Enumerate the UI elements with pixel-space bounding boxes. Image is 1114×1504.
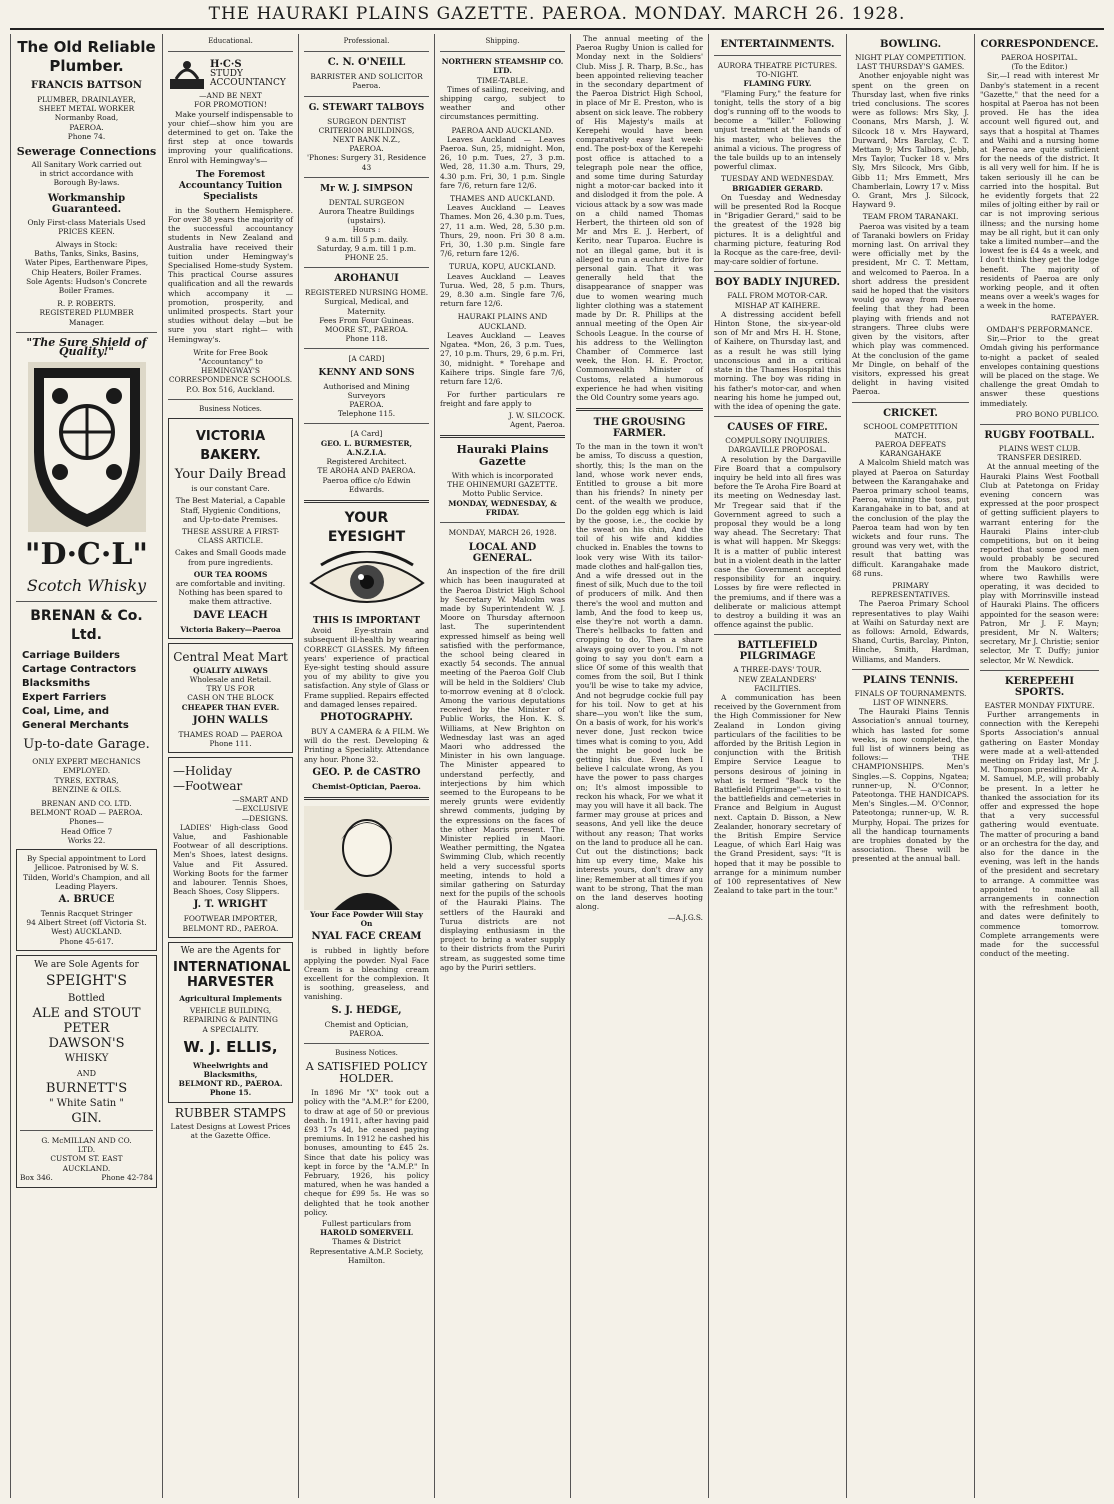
route-title: HAURAKI PLAINS AND AUCKLAND. [457, 312, 548, 331]
ent-heading: ENTERTAINMENTS. [720, 39, 835, 50]
speight-item: AND [76, 1068, 97, 1078]
talboys-name: G. STEWART TALBOYS [308, 102, 425, 113]
policy-title: A SATISFIED POLICY HOLDER. [305, 1060, 428, 1086]
eyesight-body: Avoid Eye-strain and subsequent ill-health by wearing CORRECT GLASSES. My fifteen years' experience of practical Eye-sight testing should assure you of my ability to give you satisfaction. Any style of Glass or Frame supplied. Repairs effected and damaged lenses repaired. [304, 626, 429, 709]
hcs-lamp-icon [168, 57, 206, 91]
fire-sub: DARGAVILLE PROPOSAL. [728, 445, 827, 455]
corr-body: Sir,—I read with interest Mr Danby's statement in a recent "Gazette," that the need for a hospital at Paeroa has not been proved. He has the idea account well figured out, and says that a hospital at Thames and Waihi and a nursing home at Paeroa are quite sufficient for the needs of the district. It is all very well for him. If he is taken seriously ill he can be carried into the hospital. But he evidently forgets that 22 miles of jolting either by rail or car is not improving serious illness; and the nursing home may be all right, but it can only take a limited number—and the lowest fee is £4 4s a week, and I don't think they get the lodge benefit. The majority of residents of Paeroa are only working people, and it often means over a week's wages for a week in the home. [980, 71, 1099, 311]
aurora-heading: AURORA THEATRE PICTURES. [717, 61, 838, 70]
lady-portrait-icon [304, 806, 430, 910]
kerepehi-sub: EASTER MONDAY FIXTURE. [984, 700, 1095, 710]
bakery-title: VICTORIA BAKERY. [195, 429, 266, 464]
oneill-line: BARRISTER AND SOLICITOR [310, 72, 423, 82]
rp-manager: Manager. [68, 317, 105, 327]
local-heading: LOCAL AND GENERAL. [468, 542, 537, 565]
agents-intro: We are the Agents for [180, 945, 281, 956]
talboys-line: SURGEON DENTIST [327, 116, 406, 126]
footwear-line: —EXCLUSIVE [234, 804, 288, 814]
route-body: Leaves Auckland — Leaves Turua. Wed, 28, 5 p.m. Thurs, 29, 8.30 a.m. Single fare 7/6, return fare 12/6. [440, 271, 565, 309]
column-educational-business [162, 34, 298, 1498]
stock-line: Water Pipes, Earthenware Pipes, [24, 258, 149, 268]
bowling-heading: BOWLING. [879, 39, 942, 50]
route-body: Leaves Auckland — Leaves Ngatea. *Mon, 26, 3 p.m. Tues, 27, 10 p.m. Thurs, 29, 6 p.m. Fri, 30, midnight. * Torehape and Kaihere trips. Single fare 7/6, return fare 12/6. [440, 330, 565, 386]
speight-item: Bottled [68, 992, 105, 1004]
section-header: Professional. [343, 37, 390, 45]
rugby-sub: PLAINS WEST CLUB. [998, 443, 1081, 453]
shipping-company: NORTHERN STEAMSHIP CO. LTD. [441, 57, 564, 76]
news-body: The annual meeting of the Paeroa Rugby Union is called for Monday next in the Soldiers' Club. Miss J. R. Tharp, B.Sc., has been appointed relieving teacher in the secondary department of the Paeroa District High School, in place of Mr E. Preston, who is absent on sick leave. The robbery of His Majesty's mails at Kerepehi would have been comparatively easy last week-end. The post-box of the Kerepehi post office is attached to a telegraph pole near the office, and some time during Saturday night a motor-car backed into it and dislodged it from the pole. A vicious attack by a sow was made on a child named Thomas Herbert, the thirteen old son of Mr and Mrs E. J. Herbert, of Kerito, near Tuparoa. Euchre is not an illegal game, but it is alleged to run a euchre drive for personal gain. That it was generally held that the disappearance of snapper was due to women wearing much lighter clothing was a statement made by Dr. R. Phillips at the annual meeting of the Open Air Schools League. In the course of his address to the Wellington Chamber of Commerce last week, the Hon. H. E. Proctor, Commonwealth Minister of Customs, related a humorous experience he had when visiting the Old Country some years ago. [576, 34, 703, 402]
footwear-line: —SMART AND [232, 795, 288, 805]
brenan-footer: Head Office 7 [60, 826, 113, 836]
nyal-title: NYAL FACE CREAM [311, 931, 422, 943]
brenan-footer: BRENAN AND CO. LTD. [41, 799, 132, 809]
burmester-name: GEO. L. BURMESTER, A.N.Z.I.A. [320, 438, 413, 457]
plumber-title: The Old Reliable Plumber. [17, 38, 156, 75]
walls-address: THAMES ROAD — PAEROA [178, 729, 283, 739]
stamps-title: RUBBER STAMPS [174, 1105, 287, 1120]
hcs-address: HEMINGWAY'S [201, 366, 260, 376]
mcmillan-phone: Phone 42-784 [101, 1172, 153, 1182]
meat-title: Central Meat Mart [173, 649, 288, 664]
talboys-line: 'Phones: Surgery 31, Residence 43 [306, 153, 427, 172]
walls-phone: Phone 111. [209, 738, 252, 748]
talboys-line: PAEROA. [349, 144, 384, 154]
ent-body: "Flaming Fury," the feature for tonight, tells the story of a big dog's running off to the woods to become a "killer." Following unjust treatment at the hands of his master, who believes the animal a vicious. The progress of the tale builds up to an intensely powerful climax. [714, 88, 841, 172]
kerepehi-heading: KEREPEEHI SPORTS. [1004, 675, 1075, 698]
column-plumber-ads [10, 34, 162, 1498]
tue-wed: TUESDAY AND WEDNESDAY. [721, 174, 834, 184]
shield-motto: "The Sure Shield of Quality!" [26, 335, 147, 359]
hcs-logo: H·C·S [210, 59, 242, 71]
corr-editor: (To the Editor.) [1011, 62, 1068, 72]
brenan-service: Blacksmiths [22, 678, 91, 690]
tearooms: OUR TEA ROOMS [193, 569, 268, 579]
mcmillan-line: CUSTOM ST. EAST [50, 1154, 123, 1164]
cricket-heading: CRICKET. [883, 407, 938, 419]
arohanui-name: AROHANUI [334, 273, 399, 285]
plumber-line: PLUMBER, DRAINLAYER, [37, 95, 136, 104]
meat-cheaper: CHEAPER THAN EVER. [181, 702, 280, 712]
bruce-line: 94 Albert Street (off Victoria St. [26, 918, 147, 928]
team-heading: TEAM FROM TARANAKI. [862, 212, 959, 222]
cricket-sub: PAEROA DEFEATS KARANGAHAKE [874, 439, 947, 459]
film-title: BRIGADIER GERARD. [732, 183, 823, 193]
plumber-name: FRANCIS BATTSON [31, 80, 142, 91]
speight-item: PETER [63, 1020, 110, 1036]
nyal-body: is rubbed in lightly before applying the powder. Nyal Face Cream is a bleaching cream excellent for the complexion. It is soothing, greaseless, and vanishing. [304, 946, 429, 1002]
grouse-poem: To the man in the town it won't be amiss, To discuss a question, shortly, this; Is the man on the land, whose work never ends, Entitled to grouse a bit more than his friends? In ninety per cent. of the wealth we produce, Do the golden egg which is laid by the goose, i.e., the cockie by the sweat on his chin, And the toil of his wife and kiddies chucked in. Enables the towns to look very wise With its tailor-made clothes and half-gallon ties, And a wife dressed out in the finest of silk, Much due to the toil of producers of milk. And then there's the wool and mutton and lamb, And the food to keep us, else they're not worth a damn. There's hellbacks to fatten and cropping to do, Then a share always going over to you. I'm not going to say you don't earn a slice Of some of this wealth that comes from the soil, But I think you'll be wise to take my advice, And not begrudge cockie full pay for his toil. Now to get at his share—you won't like the sum, On a basis of work, for his work's never done, Just reckon twice times what is coming to you, Add the might be good luck be getting his due. Even then I believe I calculate wrong, As you have the power to pass charges on; It's almost impossible to reckon his whack, For we what it may you will have it all back. The farmer may grouse at prices and seasons, And yell like the deuce without any reason; That works on the land to produce all he can. Cut out the distinctions; back him up every time, Make his interests yours, don't draw any line; Remember at all times if you want to be strong, That the man on the land deserves hooting along. [576, 442, 703, 912]
hcs-study: STUDY [210, 68, 243, 79]
wright-address: BELMONT RD., PAEROA. [182, 923, 279, 933]
plumber-line: Phone 74. [67, 131, 106, 141]
hedge-line: PAEROA. [349, 1028, 384, 1038]
boy-sub: FALL FROM MOTOR-CAR. [727, 291, 828, 301]
burmester-line: Paeroa office c/o Edwin Edwards. [322, 475, 411, 494]
tearooms-body: are comfortable and inviting. Nothing has been spared to make them attractive. [175, 578, 286, 607]
paper-title: Hauraki Plains Gazette [456, 442, 549, 468]
photo-title: PHOTOGRAPHY. [320, 711, 413, 723]
rp-role: REGISTERED PLUMBER [39, 308, 134, 318]
simpson-line: PHONE 25. [344, 253, 389, 263]
vehicle-line: A SPECIALITY. [202, 1024, 259, 1034]
paper-sub: MONDAY, WEDNESDAY, & FRIDAY. [448, 498, 557, 517]
hedge-name: S. J. HEDGE, [331, 1004, 402, 1016]
boy-sub: MISHAP AT KAIHERE. [734, 300, 821, 310]
hcs-address: P.O. Box 516, Auckland. [186, 384, 275, 394]
simpson-line: (upstairs). [347, 216, 386, 226]
rugby-body: At the annual meeting of the Hauraki Plains West Football Club at Patetonga on Friday evening concern was expressed at the poor prospect of getting sufficient players to warrant entering for the Hauraki Plains inter-club competitions, but on it being reported that some good men would probably be secured from the Maukoro district, where two Rawhills were operating, it was decided to play with Morrinsville instead of Hauraki Plains. The officers appointed for the season were: Patron, Mr J. F. Mayn; president, Mr N. Walters; secretary, Mr J. Christie; senior selector, Mr T. Duffy; junior selector, Mr W. Newdick. [980, 462, 1099, 665]
timetable-label: TIME-TABLE. [476, 75, 529, 85]
garage-line: EMPLOYED. [62, 766, 111, 776]
omdah-signature: PRO BONO PUBLICO. [1015, 409, 1099, 419]
sewerage-line: in strict accordance with [39, 169, 134, 179]
tennis-body: The Hauraki Plains Tennis Association's annual tourney, which has lasted for some weeks, is now completed, the full list of winners being as follows:— THE CHAMPIONSHIPS. Men's Singles.—S. Coppins, Ngatea; runner-up, N. O'Connor, Pateotonga. THE HANDICAPS. Men's Singles.—M. O'Connor, Pateotonga; runner-up, W. R. Murphy, Hopai. The prizes for all the handicap tournaments are trophies donated by the association. These will be presented at the annual ball. [852, 707, 969, 864]
brenan-title: BRENAN & Co. Ltd. [30, 608, 143, 644]
paper-sub: THE OHINEMURI GAZETTE. [447, 480, 558, 490]
speight-item: BURNETT'S [45, 1080, 128, 1096]
mcmillan-line: AUCKLAND. [62, 1163, 111, 1173]
brenan-footer: BELMONT ROAD — PAEROA. [30, 808, 143, 818]
brenan-service: Cartage Contractors [22, 664, 137, 676]
ellis-trade: Wheelwrights and Blacksmiths, [193, 1060, 268, 1080]
vehicle-line: REPAIRING & PAINTING [183, 1015, 278, 1025]
ellis-address: BELMONT RD., PAEROA. [178, 1079, 283, 1089]
castro-role: Chemist-Optician, Paeroa. [312, 781, 421, 791]
brenan-service: Carriage Builders [22, 650, 120, 662]
corr-heading: CORRESPONDENCE. [980, 39, 1099, 50]
walls-name: JOHN WALLS [192, 714, 269, 726]
bowling-sub: LAST THURSDAY'S GAMES. [856, 62, 965, 72]
arohanui-line: Phone 118. [345, 334, 388, 344]
column-shipping-local [434, 34, 570, 1498]
simpson-line: 9 a.m. till 5 p.m. daily. [324, 234, 409, 244]
agri: Agricultural Implements [179, 994, 282, 1003]
garage-heading: Up-to-date Garage. [23, 737, 150, 753]
workmanship-title: Workmanship Guaranteed. [47, 192, 126, 215]
cricket-body: A Malcolm Shield match was played at Paeroa on Saturday between the Karangahake and Paeroa primary school teams, Paeroa, winning the toss, put Karangahake in to bat, and at the conclusion of the play the Paeroa team had won by ten wickets and four runs. The ground was very wet, with the result that batting was difficult. Karangahake made 68 runs. [852, 458, 969, 578]
battle-body: A communication has been received by the Government from the High Commissioner for New Zealand in London giving particulars of the facilities to be afforded by the British Legion in conjunction with the British Empire Service League to persons desirous of joining in what is termed "Back to the Battlefield Pilgrimage"—a visit to the battlefields and cemeteries in France and Belgium in August next. Captain D. Bisson, a New Zealander, honorary secretary of the British Empire Service League, of which Earl Haig was the Grand President, says: "It is hoped that it may be possible to arrange for a minimum number of 100 representatives of New Zealand to take part in the tour." [714, 692, 841, 896]
gerard-body: On Tuesday and Wednesday will be presented Rod la Rocque in "Brigadier Gerard," said to be the greatest of the 1928 big pictures. It is a delightful and charming picture, featuring Rod la Rocque as the care-free, devil-may-care soldier of fortune. [714, 192, 841, 267]
card-label: [A CARD] [348, 354, 385, 364]
kenny-name: KENNY AND SONS [318, 367, 415, 378]
tennis-heading: PLAINS TENNIS. [862, 674, 959, 686]
battle-sub: A THREE-DAYS' TOUR. [733, 665, 822, 675]
speight-item: " White Satin " [48, 1097, 125, 1109]
eye-icon [307, 551, 427, 613]
boy-body: A distressing accident befell Hinton Stone, the six-year-old son of Mr and Mrs H. H. Stone, of Kaihere, on Thursday last, and as a result he was still lying unconscious and in a critical state in the Thames Hospital this morning. The boy was riding in his father's motor-car, and when nearing his home he jumped out, with the idea of opening the gate. [714, 309, 841, 411]
meat-quality: QUALITY ALWAYS [193, 665, 268, 675]
meat-wholesale: Wholesale and Retail. [189, 674, 272, 684]
omdah-heading: OMDAH'S PERFORMANCE. [986, 324, 1093, 334]
castro-name: GEO. P. de CASTRO [312, 766, 421, 778]
speight-item: SPEIGHT'S [46, 972, 127, 989]
eyesight-important: THIS IS IMPORTANT [312, 615, 421, 626]
poem-signature: —A.J.G.S. [668, 913, 703, 923]
rp-name: R. P. ROBERTS. [57, 299, 116, 309]
hedge-line: Chemist and Optician, [324, 1019, 409, 1029]
masthead: THE HAURAKI PLAINS GAZETTE. PAEROA. MONDAY. MARCH 26. 1928. [10, 4, 1104, 30]
boy-heading: BOY BADLY INJURED. [715, 277, 840, 289]
leach-bakery: Victoria Bakery—Paeroa [180, 624, 281, 634]
simpson-line: DENTAL SURGEON [328, 197, 405, 207]
hcs-line: FOR PROMOTION! [194, 100, 267, 110]
photo-body: BUY A CAMERA & A FILM. We will do the rest. Developing & Printing a Speciality. Attendance any hour. Phone 32. [304, 726, 429, 764]
bruce-line: Phone 45-617. [59, 936, 114, 946]
hcs-foremost: The Foremost Accountancy Tuition Specialists [178, 169, 283, 202]
assure: THESE ASSURE A FIRST-CLASS ARTICLE. [181, 526, 280, 546]
local-body: An inspection of the fire drill which has been inaugurated at the Paeroa District High School by Secretary W. Malcolm was made by Superintendent W. J. Moore on Thursday afternoon last. The superintendent expressed himself as being well satisfied with the performance, the school being cleared in exactly 54 seconds. The annual meeting of the Paeroa Golf Club will be held in the Soldiers' Club to-morrow evening at 8 o'clock. Among the various deputations received by the Minister of Public Works, the Hon. K. S. Williams, at New Brighton on Wednesday last was an aged Maori who addressed the Minister in his own language. The Minister appeared to understand perfectly, and interjections by him which seemed to the Europeans to be merely grunts were evidently shrewd comments, judging by the expressions on the faces of the other Maoris present. The Minister replied in Maori. Weather permitting, the Ngatea Swimming Club, which recently held a very successful sports meeting, intends to hold a similar gathering on Saturday next for the pupils of the schools of the Hauraki Plains. The settlers of the Hauraki and Turua districts are not displaying enthusiasm in the project to bring a water supply to their districts from the Puriri stream, as suggested some time ago by the Puriri settlers. [440, 567, 565, 972]
speight-item: DAWSON'S [48, 1035, 125, 1051]
kerepehi-body: Further arrangements in connection with the Kerepehi Sports Association's annual gathering on Easter Monday were made at a well-attended meeting on Friday last, Mr J. M. Thompson presiding. Mr A. M. Samuel, M.P., will probably be present. In a letter he thanked the association for its offer and expressed the hope that a very successful gathering would eventuate. The matter of procuring a band or an orchestra for the day, and also for the dance in the evening, was left in the hands of the president and secretary to arrange. A committee was appointed to make all arrangements in connection with the refreshment booth, and dates were definitely to commence tomorrow. Complete arrangements were made for the successful conduct of the meeting. [980, 710, 1099, 959]
grouse-heading: THE GROUSING FARMER. [593, 417, 686, 440]
rugby-sub: TRANSFER DESIRED. [997, 453, 1082, 463]
card-label: [A Card] [350, 429, 383, 439]
simpson-line: Saturday, 9 a.m. till 1 p.m. [316, 243, 417, 253]
wright-name: J. T. WRIGHT [193, 899, 268, 911]
route-body: Leaves Auckland — Leaves Thames. Mon 26, 4.30 p.m. Tues, 27, 11 a.m. Wed, 28, 5.30 p.m. Thurs, 29, noon. Fri 30 8 a.m. Fri, 30, 1.30 p.m. Single fare 7/6, return fare 12/6. [440, 203, 565, 259]
cricket-sub: SCHOOL COMPETITION MATCH. [863, 421, 958, 440]
team-body: Paeroa was visited by a team of Taranaki bowlers on Friday morning last. On arrival they were officially met by the president, Mr C. T. Mettam, and welcomed to Paeroa. In a short address the president said he hoped that the visitors would go away from Paeroa feeling that they had been playing with friends and not strangers. Three clubs were given by the visitors, after which play was commenced. At the conclusion of the game Mr Dingle, on behalf of the visitors, expressed his great delight in having visited Paeroa. [852, 221, 969, 397]
brenan-service: Coal, Lime, and [22, 706, 109, 718]
brenan-footer: Phones— [69, 817, 104, 827]
footwear-line: —DESIGNS. [241, 813, 288, 823]
speight-item: ALE and STOUT [32, 1005, 141, 1021]
kenny-line: Telephone 115. [337, 409, 396, 419]
garage-line: BENZINE & OILS. [51, 784, 122, 794]
speight-item: GIN. [71, 1110, 102, 1126]
battle-sub: NEW ZEALANDERS' FACILITIES. [738, 674, 817, 693]
wright-role: FOOTWEAR IMPORTER, [183, 914, 278, 924]
tennis-sub: LIST OF WINNERS. [872, 698, 949, 707]
primary-heading: PRIMARY REPRESENTATIVES. [870, 580, 950, 600]
hcs-body: Make yourself indispensable to your chief—show him you are determined to get on. Take the first step at once towards improving your qualifications. Enrol with Hemingway's— [168, 109, 293, 165]
meat-try: TRY US FOR [206, 684, 255, 694]
plumber-line: SHEET METAL WORKER [38, 104, 135, 114]
tennis-sub: FINALS OF TOURNAMENTS. [854, 688, 967, 698]
section-header: Business Notices. [335, 1048, 398, 1057]
meat-cash: CASH ON THE BLOCK [187, 693, 274, 703]
speight-intro: We are Sole Agents for [34, 959, 139, 970]
bruce-name: A. BRUCE [58, 893, 115, 905]
hcs-write: Write for Free Book "Accountancy" to [193, 347, 268, 367]
simpson-name: Mr W. J. SIMPSON [320, 183, 413, 194]
arohanui-line: Fees From Four Guineas. [319, 315, 414, 325]
footwear-body: LADIES' High-class Good Value, and Fashionable Footwear of all descriptions. Men's Shoes, latest designs. Value and Fit Assured. Working Boots for the farmer and labourer. Tennis Shoes, Beach Shoes, Cosy Slippers. [173, 822, 288, 897]
garage-line: ONLY EXPERT MECHANICS [32, 757, 141, 767]
agent-name: J. W. SILCOCK. [508, 410, 565, 420]
corr-signature: RATEPAYER. [1050, 312, 1099, 322]
arohanui-line: REGISTERED NURSING HOME. [304, 288, 429, 298]
column-sports [846, 34, 974, 1498]
section-header: Educational. [208, 37, 253, 45]
column-news-poem [570, 34, 708, 1498]
bread-body: The Best Material, a Capable Staff, Hygienic Conditions, and Up-to-date Premises. [175, 496, 286, 524]
rugby-heading: RUGBY FOOTBALL. [984, 429, 1095, 441]
arohanui-line: Surgical, Medical, and Maternity. [324, 297, 409, 316]
footwear: —Footwear [173, 779, 243, 794]
powder-heading: Your Face Powder Will Stay On [310, 909, 423, 929]
section-header: Shipping. [485, 37, 520, 45]
bowling-body: Another enjoyable night was spent on the green on Thursday last, when five rinks tried conclusions. The scores were as follows: Mrs Sky, J. Coonans, Mrs Marsh, J. W. Silcock 18 v. Mrs Hayward, Durward, Mrs Barclay, C. T. Mettam 9; Mrs Talbors, Jebb, Mrs Taylor, Tucker 18 v. Mrs Sly, Mrs Silcock, Mrs Gibb, Gibb 11; Mrs Emmett, Mrs Chamberlain, Lowry 17 v. Miss O. Grant, Mrs J. Silcock, Hayward 9. [852, 71, 969, 210]
policy-more: Fullest particulars from [321, 1219, 412, 1229]
stamps-body: Latest Designs at Lowest Prices at the Gazette Office. [170, 1121, 291, 1140]
further-info: For further particulars re freight and fare apply to [440, 390, 565, 409]
burmester-line: Registered Architect. [326, 457, 407, 467]
stock-line: Always in Stock: [55, 240, 118, 250]
section-header: Business Notices. [199, 404, 262, 413]
paper-sub: Motto Public Service. [462, 489, 543, 499]
column-professional [298, 34, 434, 1498]
fire-body: A resolution by the Dargaville Fire Board that a compulsory inquiry be held into all fires was before the Te Aroha Fire Board at its meeting on Wednesday last. Mr Tregear said that if the Government agreed to such a proposal they would be a long way ahead. The Secretary: That is what will happen. Mr Skeggs: It is a matter of public interest but in a violent death in the latter case the Government accepted responsibility for an inquiry. Losses by fire were reflected in the premiums, and if there was a deliberate or malicious attempt to destroy a building it was an offence against the public. [714, 454, 841, 630]
hcs-accountancy: ACCOUNTANCY [210, 77, 286, 88]
stock-line: Baths, Tanks, Sinks, Basins, [34, 249, 139, 259]
speight-item: WHISKY [64, 1052, 109, 1064]
bread-heading: Your Daily Bread [174, 467, 287, 483]
eyesight-title: YOUR EYESIGHT [327, 509, 406, 545]
simpson-line: Hours : [352, 225, 381, 235]
arohanui-line: MOORE ST., PAEROA. [324, 325, 409, 335]
ellis-phone: Phone 15. [209, 1088, 252, 1098]
paper-sub: With which is incorporated [451, 470, 554, 480]
bruce-line: West) AUCKLAND. [51, 927, 122, 937]
tonight: TO-NIGHT. [756, 70, 799, 80]
simpson-line: Aurora Theatre Buildings [318, 207, 415, 217]
column-correspondence [974, 34, 1104, 1498]
shield-emblem-icon [28, 362, 146, 532]
stock-line: Chip Heaters, Boiler Frames. [31, 267, 142, 277]
plumber-line: PAEROA. [69, 122, 104, 132]
holiday: —Holiday [173, 764, 232, 779]
sewerage-line: Borough By-laws. [53, 178, 120, 188]
cakes: Cakes and Small Goods made from pure ingredients. [174, 548, 287, 567]
burmester-line: TE AROHA AND PAEROA. [317, 466, 416, 476]
route-title: THAMES AND AUCKLAND. [450, 194, 555, 204]
oneill-name: C. N. O'NEILL [327, 57, 406, 69]
route-body: Leaves Auckland — Leaves Paeroa. Sun, 25, midnight. Mon, 26, 10 p.m. Tues, 27, 3 p.m. Wed, 28, 11.30 a.m. Thurs, 29, 4.30 p.m. Fri, 30, 1 p.m. Single fare 7/6, return fare 12/6. [440, 134, 565, 190]
garage-line: TYRES, EXTRAS, [54, 775, 119, 785]
bread-sub: is our constant Care. [191, 484, 270, 494]
brenan-service: Expert Farriers [22, 692, 107, 704]
policy-body: In 1896 Mr "X" took out a policy with the "A.M.P." for £200, to draw at age of 50 or previous death. In 1911, after having paid £93 17s 4d, he ceased paying premiums. In 1912 he cashed his bonuses, amounting to £45 2s. Since that date his policy was kept in force by the "A.M.P." In February, 1926, his policy matured, when he was handed a cheque for £99 5s. He was so delighted that he took another policy. [304, 1088, 429, 1217]
route-title: PAEROA AND AUCKLAND. [451, 125, 554, 135]
leach-name: DAVE LEACH [193, 609, 268, 621]
ellis-name: W. J. ELLIS, [183, 1037, 278, 1056]
hcs-address: CORRESPONDENCE SCHOOLS. [168, 375, 293, 385]
primary-body: The Paeroa Primary School representatives to play Waihi at Waihi on Saturday next are as follows: Arnold, Edwards, Shand, Curtis, Barclay, Pinton, Hinche, Smith, Hardman, Williams, and Manders. [852, 599, 969, 664]
dateline: MONDAY, MARCH 26, 1928. [448, 527, 557, 537]
timetable-body: Times of sailing, receiving, and shipping cargo, subject to weather and other circumstances permitting. [440, 84, 565, 122]
talboys-line: CRITERION BUILDINGS, [318, 125, 415, 135]
somervell-name: HAROLD SOMERVELL [320, 1228, 413, 1238]
harvester: INTERNATIONAL HARVESTER [173, 960, 291, 990]
brenan-footer: Works 22. [67, 835, 106, 845]
sewerage-title: Sewerage Connections [16, 145, 157, 159]
plumber-line: Normanby Road, [54, 113, 119, 123]
bruce-line: Tennis Racquet Stringer [40, 908, 133, 918]
mcmillan-line: LTD. [77, 1145, 96, 1155]
agent-role: Agent, Paeroa. [509, 419, 565, 429]
kenny-line: Authorised and Mining Surveyors [323, 381, 410, 400]
mcmillan-line: G. McMILLAN AND CO. [41, 1135, 132, 1145]
sole-agents: Sole Agents: Hudson's Concrete Boiler Frames. [26, 276, 147, 296]
fire-sub: COMPULSORY INQUIRIES. [725, 436, 830, 446]
dcl-brand: "D·C·L" [24, 537, 149, 573]
fire-heading: CAUSES OF FIRE. [727, 422, 828, 434]
kenny-line: PAEROA. [349, 400, 384, 410]
workmanship-text: Only First-class Materials Used PRICES KEEN. [27, 217, 146, 236]
somervell-role: Thames & District Representative A.M.P. Society, Hamilton. [309, 1237, 424, 1265]
brenan-service: General Merchants [22, 720, 129, 732]
battle-heading: BATTLEFIELD PILGRIMAGE [737, 640, 818, 663]
scotch-whisky: Scotch Whisky [26, 576, 147, 596]
column-entertainments [708, 34, 846, 1498]
vehicle-line: VEHICLE BUILDING, [189, 1006, 272, 1016]
route-title: TURUA, KOPU, AUCKLAND. [449, 262, 556, 272]
mcmillan-box: Box 346. [20, 1172, 53, 1182]
hcs-line: —AND BE NEXT [199, 91, 262, 101]
talboys-line: NEXT BANK N.Z., [332, 135, 401, 145]
sewerage-line: All Sanitary Work carried out [31, 160, 142, 170]
bruce-intro: By Special appointment to Lord Jellicoe. Patronised by W. S. Tilden, World's Champion, and all Leading Players. [23, 854, 150, 891]
oneill-line: Paeroa. [352, 81, 381, 91]
omdah-body: Sir,—Prior to the great Omdah giving his performance to-night a packet of sealed envelopes containing questions will be placed on the stage. We challenge the great Omdah to answer these questions immediately. [980, 334, 1099, 408]
corr-sub: PAEROA HOSPITAL. [1001, 53, 1078, 62]
film-title: FLAMING FURY. [743, 79, 812, 89]
bowling-sub: NIGHT PLAY COMPETITION. [855, 53, 966, 62]
hcs-body-2: in the Southern Hemisphere. For over 38 years the majority of the successful accountancy students in New Zealand and Australia have received their tuition under Hemingway's Specialised Home-study System. This practical Course assures qualification and all the rewards which accompany it — promotion, prosperity, and unlimited prospects. Start your studies without delay —but be sure you start right— with Hemingway's. [168, 205, 293, 344]
